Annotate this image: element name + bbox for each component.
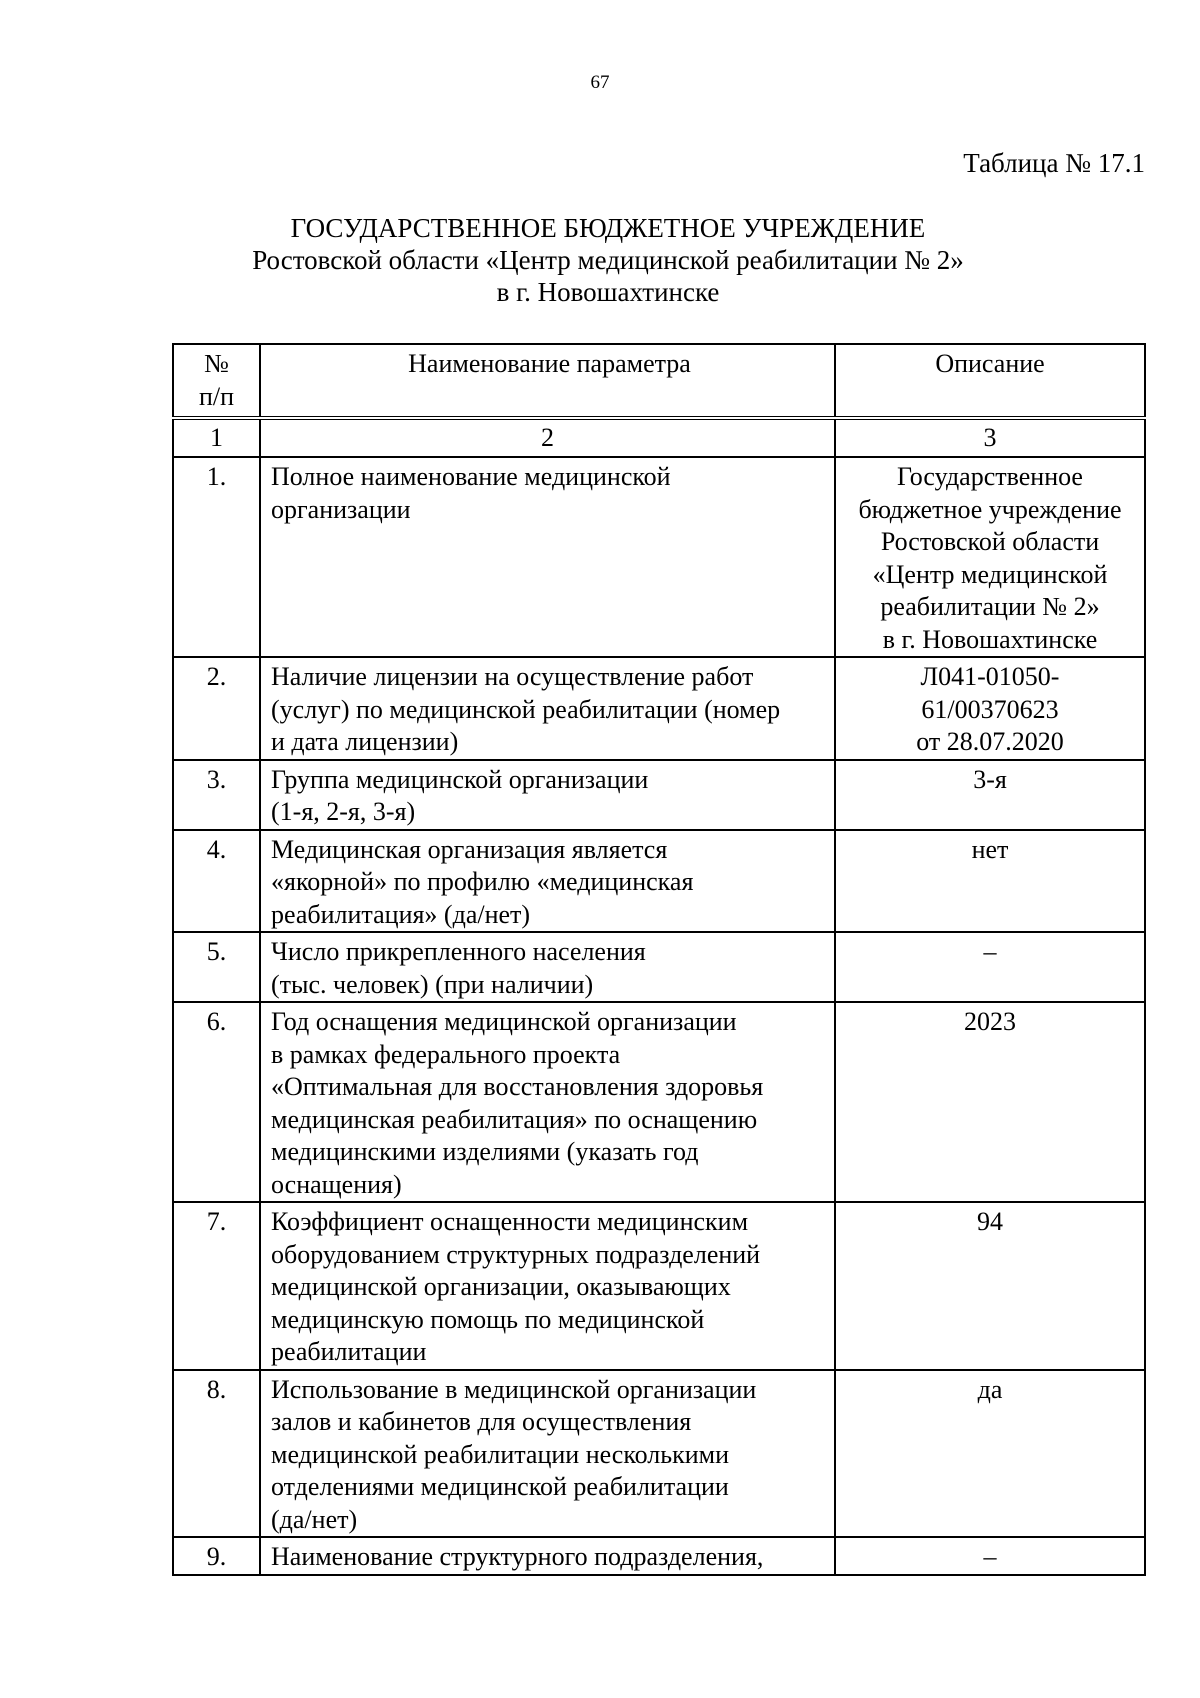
parameter-description-line: реабилитации № 2»	[880, 592, 1100, 621]
parameter-name-line: «якорной» по профилю «медицинская	[271, 867, 694, 896]
parameter-description	[835, 932, 1145, 1002]
parameter-description-line: 3-я	[973, 764, 1007, 794]
row-number: 7.	[173, 1202, 260, 1370]
parameter-name-line: отделениями медицинской реабилитации	[271, 1472, 729, 1501]
parameter-name-line: реабилитация» (да/нет)	[271, 899, 531, 929]
column-index-1: 1	[173, 418, 260, 457]
table-row	[173, 932, 1145, 1002]
parameter-name-line: (тыс. человек) (при наличии)	[271, 969, 594, 999]
parameter-name-line: Коэффициент оснащенности медицинским	[271, 1207, 749, 1236]
header-desc: Описание	[835, 344, 1145, 418]
parameter-description	[835, 1537, 1145, 1575]
parameter-description-line: 61/00370623	[921, 694, 1059, 724]
row-number: 5.	[173, 932, 260, 1002]
header-num	[173, 344, 260, 418]
parameter-description	[835, 760, 1145, 830]
table-header-row	[173, 344, 1145, 418]
table-row	[173, 1537, 1145, 1575]
row-number: 3.	[173, 760, 260, 830]
parameter-description-line: нет	[971, 834, 1009, 864]
parameter-name-line: медицинской организации, оказывающих	[271, 1272, 731, 1301]
parameter-name	[260, 1002, 835, 1202]
row-number: 6.	[173, 1002, 260, 1202]
row-number: 1.	[173, 457, 260, 657]
header-num-line-2: п/п	[198, 381, 235, 411]
parameter-description	[835, 457, 1145, 657]
parameter-description	[835, 1370, 1145, 1538]
table-row	[173, 457, 1145, 657]
table-row	[173, 830, 1145, 933]
parameter-name-line: медицинскую помощь по медицинской	[271, 1304, 705, 1334]
parameter-name-line: в рамках федерального проекта	[271, 1039, 621, 1069]
table-row	[173, 1002, 1145, 1202]
header-name: Наименование параметра	[260, 344, 835, 418]
parameter-name	[260, 830, 835, 933]
row-number: 4.	[173, 830, 260, 933]
parameter-description	[835, 657, 1145, 760]
parameter-name-line: оборудованием структурных подразделений	[271, 1239, 761, 1269]
page-number: 67	[590, 72, 610, 93]
parameter-description-line: –	[983, 1542, 997, 1571]
parameter-name-line: оснащения)	[271, 1169, 402, 1199]
parameter-description-line: Ростовской области	[880, 527, 1100, 556]
heading-line-1: ГОСУДАРСТВЕННОЕ БЮДЖЕТНОЕ УЧРЕЖДЕНИЕ	[290, 213, 926, 243]
parameter-description-line: Государственное	[897, 462, 1083, 491]
parameter-name	[260, 457, 835, 657]
parameter-name-line: залов и кабинетов для осуществления	[271, 1407, 692, 1436]
parameter-description	[835, 830, 1145, 933]
table-row	[173, 1370, 1145, 1538]
parameter-description-line: в г. Новошахтинске	[882, 624, 1098, 654]
parameter-name-line: «Оптимальная для восстановления здоровья	[271, 1072, 764, 1101]
row-number: 8.	[173, 1370, 260, 1538]
column-index-row	[173, 418, 1145, 457]
parameter-name-line: (да/нет)	[271, 1504, 358, 1534]
table-row	[173, 760, 1145, 830]
parameter-name-line: (1-я, 2-я, 3-я)	[271, 797, 416, 826]
column-index-3: 3	[835, 418, 1145, 457]
parameter-name-line: медицинскими изделиями (указать год	[271, 1137, 699, 1166]
parameter-name-line: медицинской реабилитации несколькими	[271, 1439, 730, 1469]
parameter-name-line: Полное наименование медицинской	[271, 462, 671, 491]
table-caption: Таблица № 17.1	[963, 148, 1145, 178]
heading-line-2: Ростовской области «Центр медицинской реабилитации № 2»	[252, 245, 964, 275]
parameter-name-line: и дата лицензии)	[271, 727, 459, 756]
parameter-name-line: Медицинская организация является	[271, 834, 668, 864]
table-row	[173, 657, 1145, 760]
parameter-name-line: Использование в медицинской организации	[271, 1374, 757, 1404]
heading-line-3: в г. Новошахтинске	[496, 277, 720, 307]
header-num-line-1: №	[204, 349, 229, 378]
parameters-table-body	[173, 344, 1145, 1575]
parameter-name-line: Наименование структурного подразделения,	[271, 1542, 764, 1571]
row-number: 9.	[173, 1537, 260, 1575]
parameter-description	[835, 1202, 1145, 1370]
parameters-table	[172, 343, 1146, 1576]
column-index-2: 2	[260, 418, 835, 457]
parameter-description-line: да	[977, 1374, 1003, 1404]
parameter-name-line: Число прикрепленного населения	[271, 937, 646, 966]
parameter-name	[260, 1370, 835, 1538]
row-number: 2.	[173, 657, 260, 760]
table-row	[173, 1202, 1145, 1370]
parameter-description-line: Л041-01050-	[920, 662, 1060, 691]
parameter-description-line: 94	[977, 1207, 1003, 1236]
parameter-description-line: от 28.07.2020	[916, 727, 1064, 756]
parameter-description-line: «Центр медицинской	[872, 559, 1108, 589]
parameter-description-line: –	[983, 937, 997, 966]
parameter-name-line: Наличие лицензии на осуществление работ	[271, 662, 754, 691]
parameter-name	[260, 657, 835, 760]
parameter-description-line: 2023	[964, 1007, 1016, 1036]
parameter-name	[260, 932, 835, 1002]
parameter-name-line: реабилитации	[271, 1337, 427, 1366]
parameter-name-line: Год оснащения медицинской организации	[271, 1007, 737, 1036]
parameter-name-line: медицинская реабилитация» по оснащению	[271, 1104, 758, 1134]
parameter-name-line: организации	[271, 494, 411, 524]
parameter-name	[260, 760, 835, 830]
parameter-name-line: Группа медицинской организации	[271, 764, 649, 794]
parameter-name-line: (услуг) по медицинской реабилитации (номер	[271, 694, 781, 724]
parameter-name	[260, 1537, 835, 1575]
parameter-name	[260, 1202, 835, 1370]
document-heading	[158, 212, 1058, 308]
parameter-description-line: бюджетное учреждение	[858, 494, 1122, 524]
parameter-description	[835, 1002, 1145, 1202]
